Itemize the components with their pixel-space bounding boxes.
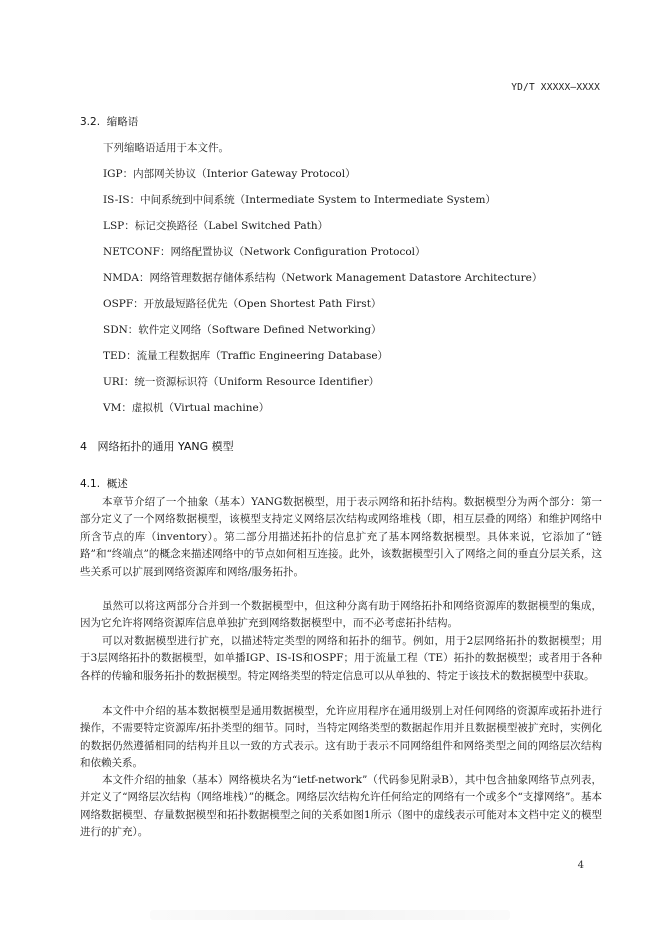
section-number: 4 [80,440,87,453]
section-3-2-heading [80,114,138,129]
abbreviation-item: LSP：标记交换路径（Label Switched Path） [103,220,329,232]
overview-paragraph-1: 本章节介绍了一个抽象（基本）YANG数据模型，用于表示网络和拓扑结构。数据模型分为两个部分：第一部分定义了一个网络数据模型，该模型支持定义网络层次结构或网络堆栈（即，相互层叠的网络）和维护网络中所含节点的库（inventory）。第二部分用描述拓扑的信息扩充了基本网络数据模型。具体来说，它添加了“链路”和“终端点”的概念来描述网络中的节点如何相互连接。此外，该数据模型引入了网络之间的垂直分层关系，这些关系可以扩展到网络资源库和网络/服务拓扑。 [80,496,602,578]
overview-paragraph-4: 本文件中介绍的基本数据模型是通用数据模型，允许应用程序在通用级别上对任何网络的资源库或拓扑进行操作，不需要特定资源库/拓扑类型的细节。同时，当特定网络类型的数据起作用并且数据模型被扩充时，实例化的数据仍然遵循相同的结构并且以一致的方式表示。这有助于表示不同网络组件和网络类型之间的网络层次结构和依赖关系。 [80,705,602,770]
faint-footer-watermark [150,910,510,920]
abbreviation-item: URI：统一资源标识符（Uniform Resource Identifier） [103,376,380,388]
section-title: 网络拓扑的通用 YANG 模型 [97,440,234,453]
abbreviation-item: OSPF：开放最短路径优先（Open Shortest Path First） [103,298,382,310]
abbreviation-item: VM：虚拟机（Virtual machine） [103,402,270,414]
page-number: 4 [577,860,584,871]
overview-paragraph-3: 可以对数据模型进行扩充，以描述特定类型的网络和拓扑的细节。例如，用于2层网络拓扑的数据模型；用于3层网络拓扑的数据模型，如单播IGP、IS-IS和OSPF；用于流量工程（TE）拓扑的数据模型；或者用于各种各样的传输和服务拓扑的数据模型。特定网络类型的特定信息可以从单独的、特定于该技术的数据模型中获取。 [80,635,602,682]
abbreviation-item: TED：流量工程数据库（Traffic Engineering Database） [103,350,389,362]
section-number: 4.1. [80,478,101,490]
section-number: 3.2. [80,116,101,128]
section-title: 概述 [106,478,128,490]
section-title: 缩略语 [106,116,139,128]
document-id-header: YD/T XXXXX—XXXX [511,82,600,93]
abbreviation-item: IS-IS：中间系统到中间系统（Intermediate System to Intermediate System） [103,194,496,206]
abbreviation-item: NMDA：网络管理数据存储体系结构（Network Management Datastore Architecture） [103,272,543,284]
overview-paragraph-2: 虽然可以将这两部分合并到一个数据模型中，但这种分离有助于网络拓扑和网络资源库的数据模型的集成，因为它允许将网络资源库信息单独扩充到网络数据模型中，而不必考虑拓扑结构。 [80,600,602,630]
abbreviation-item: IGP：内部网关协议（Interior Gateway Protocol） [103,168,356,180]
section-4-heading [80,438,234,454]
abbreviation-item: NETCONF：网络配置协议（Network Configuration Protocol） [103,246,426,258]
section-4-1-heading [80,476,128,491]
overview-paragraph-5: 本文件介绍的抽象（基本）网络模块名为“ietf-network”（代码参见附录B），其中包含抽象网络节点列表，并定义了“网络层次结构（网络堆栈）”的概念。网络层次结构允许任何给定的网络有一个或多个“支撑网络”。基本网络数据模型、存量数据模型和拓扑数据模型之间的关系如图1所示（图中的虚线表示可能对本文档中定义的模型进行的扩充）。 [80,774,602,839]
abbreviation-item: SDN：软件定义网络（Software Defined Networking） [103,324,382,336]
abbreviations-intro: 下列缩略语适用于本文件。 [103,142,229,154]
